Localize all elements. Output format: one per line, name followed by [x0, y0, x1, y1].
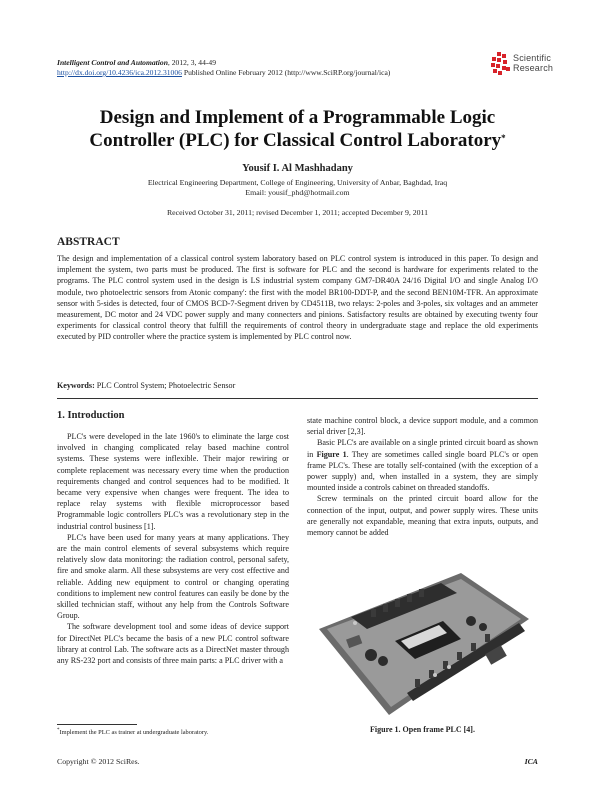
footnote-divider — [57, 724, 137, 725]
logo-line-2: Research — [513, 63, 554, 73]
footer-journal-abbr: ICA — [524, 757, 538, 766]
received-dates: Received October 31, 2011; revised December 1, 2011; accepted December 9, 2011 — [166, 208, 429, 217]
abstract-heading: ABSTRACT — [57, 236, 120, 248]
paragraph: The software development tool and some ideas of device support for DirectNet PLC's became the basis of a new PLC control software library at control Lab. The software acts as a DirectNet master through any RS-232 port and consists of three main parts: a PLC driver with a — [57, 622, 289, 666]
plc-board-photo — [311, 567, 535, 719]
keywords — [57, 381, 538, 390]
author-name: Yousif I. Al Mashhadany — [242, 163, 353, 174]
divider — [57, 398, 538, 399]
footer-copyright: Copyright © 2012 SciRes. — [57, 757, 140, 766]
figure-caption: Figure 1. Open frame PLC [4]. — [370, 725, 475, 734]
logo-mark-icon — [491, 52, 511, 76]
published-info: Published Online February 2012 (http://www.SciRP.org/journal/ica) — [181, 68, 391, 77]
doi-link[interactable]: http://dx.doi.org/10.4236/ica.2012.31006 — [57, 68, 182, 77]
journal-name: Intelligent Control and Automation — [57, 58, 168, 67]
journal-header — [57, 58, 390, 78]
affiliation — [57, 178, 538, 198]
scirp-logo — [491, 52, 554, 80]
keywords-label: Keywords: — [57, 381, 95, 390]
paragraph: Basic PLC's are available on a single printed circuit board as shown in Figure 1. They are sometimes called single board PLC's or open frame PLC's. These are totally self-contained (with the exception of a power supply) and, when installed in a system, they are simply mounted inside a controls cabinet on threaded standoffs. — [307, 438, 538, 493]
paragraph: PLC's were developed in the late 1960's to eliminate the large cost involved in changing complicated relay based machine control systems. These systems were inflexible. Their major rewiring or complete replacement was necessary every time when the production requirements changed and control sequences had to be modified. It became very expensive when changes were frequent. The idea to replace relay systems with flexible microprocessor based Programmable logic controllers PLC's was a revolutionary step in the industrial control business [1]. — [57, 432, 289, 531]
paragraph: state machine control block, a device support module, and a common serial driver [2,3]. — [307, 416, 538, 437]
logo-line-1: Scientific — [513, 53, 552, 63]
paper-title: Design and Implement of a Programmable Logic Controller (PLC) for Classical Control Laboratory* — [89, 107, 506, 151]
footnote-mark: * — [57, 728, 60, 733]
footnote — [57, 728, 208, 736]
citation-info: , 2012, 3, 44-49 — [167, 58, 217, 67]
footnote-text: Implement the PLC as trainer at undergraduate laboratory. — [59, 729, 209, 737]
right-column — [307, 415, 538, 538]
left-column — [57, 431, 289, 666]
section-heading: 1. Introduction — [57, 410, 125, 421]
title-footnote-mark: * — [501, 133, 506, 143]
affiliation-line: Electrical Engineering Department, College of Engineering, University of Anbar, Baghdad, Iraq — [147, 178, 448, 187]
figure-reference: Figure 1 — [316, 449, 347, 459]
paragraph: PLC's have been used for many years at many applications. They are the main control elements of several subsystems which require relatively slow data monitoring: the radiation control, personal safety, fire and smoke alarm. All these subsystems are very cost effective and reliable. Adding new equipment to control or changing operating conditions to implement new control features can easily be done by the skilled technician staff, without any help from the Controls Software Group. — [57, 532, 289, 621]
keywords-text: PLC Control System; Photoelectric Sensor — [94, 381, 236, 390]
abstract-text: The design and implementation of a classical control system laboratory based on PLC control system is introduced in this paper. To design and implement the system, two parts must be produced. The first is software for PLC and the second is hardware for experiments related to the programs. The PLC control system used in the design is LS industrial system company GM7-DR40A 24/16 Digital I/O and single Analog I/O module, two photoelectric sensors from Atonic company': the first with the model BR100-DDT-P, and the second BEN10M-TFR. An approximate sensor with 5-sides is detected, four of CMOS BCD-7-Segment driven by CD4511B, two relays: 2-poles and 3-poles, six voltages and an ammeter measurement, DC motor and 24 VDC power supply and many connecters and pinions. Satisfactory results are obtained by executing twenty four experiments for classical control theory that fulfill the requirements of control theory in undergraduate stage and replace the old experiments executed by PID controller where the practice system is implemented by PLC control now. — [57, 254, 538, 342]
author-email: Email: yousif_phd@hotmail.com — [245, 188, 350, 197]
paragraph: Screw terminals on the printed circuit board allow for the connection of the input, output, and power supply wires. These units are generally not expandable, meaning that extra inputs, outputs, and memory cannot be added — [307, 494, 538, 538]
